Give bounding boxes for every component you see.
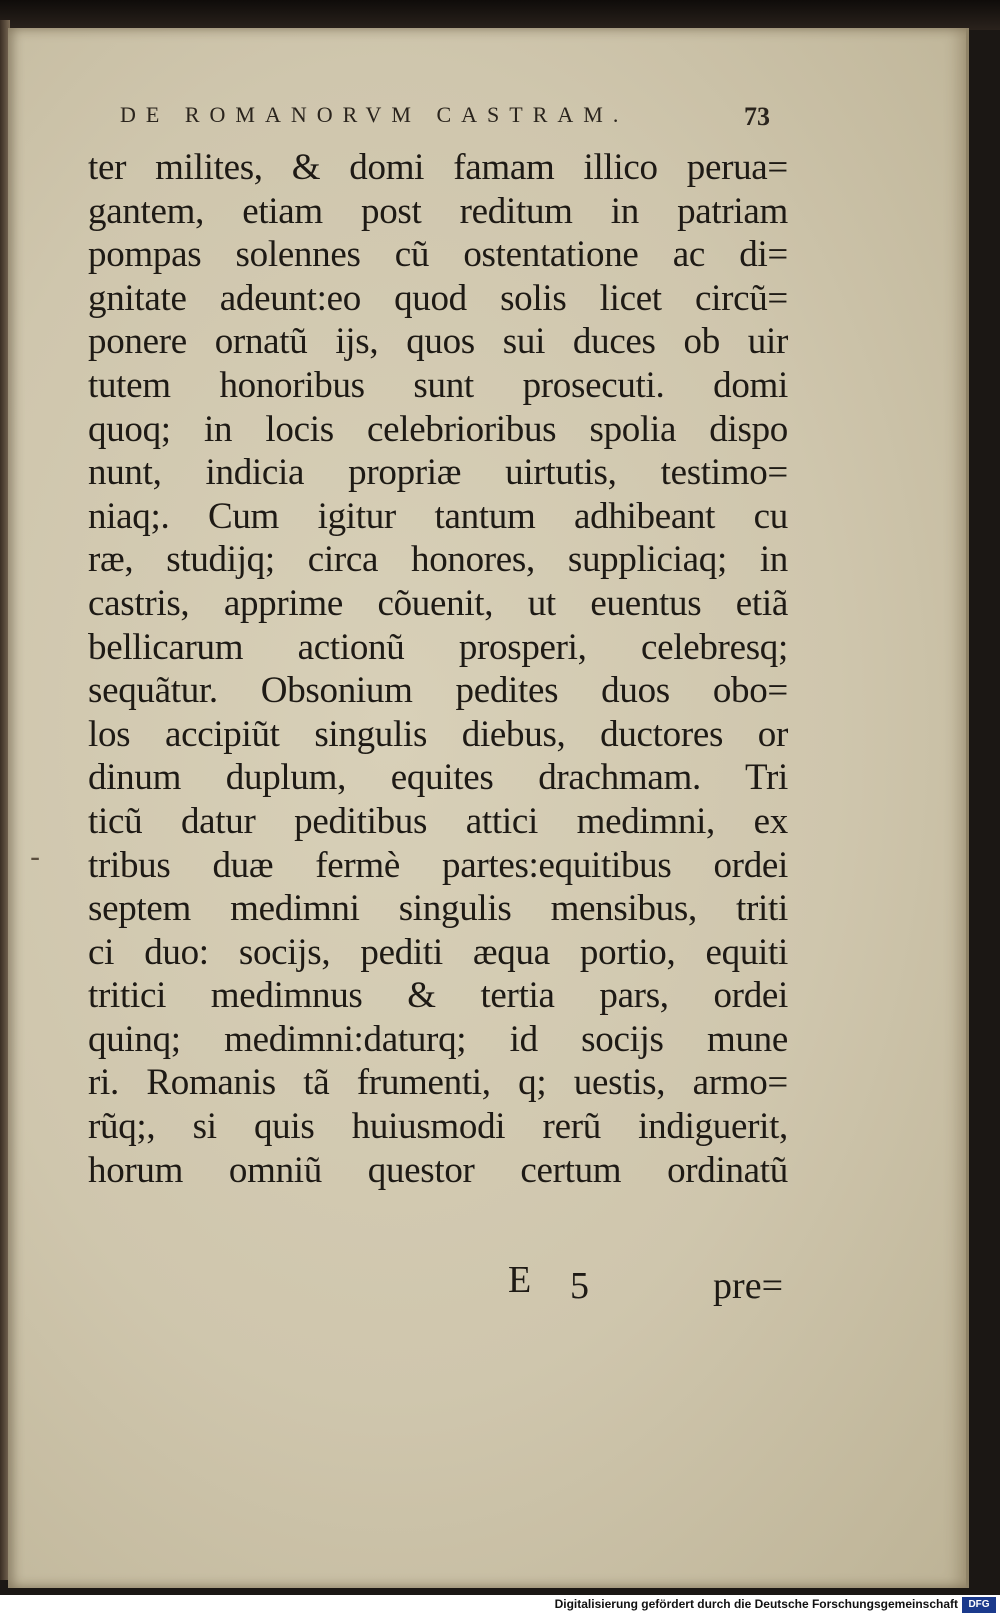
book-page (8, 28, 969, 1588)
text-line: horum omniũ questor certum ordinatũ (88, 1149, 788, 1191)
text-line: sequãtur. Obsonium pedites duos obo= (88, 670, 788, 712)
text-line: los accipiũt singulis diebus, ductores or (88, 713, 788, 755)
text-line: tritici medimnus & tertia pars, ordei (88, 975, 788, 1017)
text-line: pompas solennes cũ ostentatione ac di= (88, 234, 788, 276)
text-line: ticũ datur peditibus attici medimni, ex (88, 800, 788, 842)
dfg-logo-icon: DFG (962, 1597, 996, 1613)
text-line: rũq;, si quis huiusmodi rerũ indiguerit, (88, 1106, 788, 1148)
margin-mark: - (30, 840, 41, 875)
text-line: tribus duæ fermè partes:equitibus ordei (88, 844, 788, 886)
text-line: gnitate adeunt:eo quod solis licet circũ= (88, 277, 788, 319)
signature-mark: E (508, 1259, 532, 1301)
text-line: gantem, etiam post reditum in patriam (88, 190, 788, 232)
footer-bar (0, 1595, 1000, 1617)
scan-background (0, 0, 1000, 30)
signature-number: 5 (570, 1265, 589, 1307)
funding-credit: Digitalisierung gefördert durch die Deutsche Forschungsgemeinschaft (554, 1597, 958, 1611)
text-line: ponere ornatũ ijs, quos sui duces ob uir (88, 321, 788, 363)
text-line: ter milites, & domi famam illico perua= (88, 147, 788, 188)
text-line: ci duo: socijs, pediti æqua portio, equiti (88, 931, 788, 973)
running-head-title: DE ROMANORVM CASTRAM. (120, 102, 629, 127)
text-line: tutem honoribus sunt prosecuti. domi (88, 364, 788, 406)
text-line: septem medimni singulis mensibus, triti (88, 888, 788, 930)
text-line: dinum duplum, equites drachmam. Tri (88, 757, 788, 799)
text-line: quoq; in locis celebrioribus spolia dispo (88, 408, 788, 450)
text-line: ri. Romanis tã frumenti, q; uestis, armo= (88, 1062, 788, 1104)
page-number: 73 (744, 102, 770, 131)
catchword: pre= (713, 1265, 783, 1307)
text-line: ræ, studijq; circa honores, suppliciaq; in (88, 539, 788, 581)
catchline (508, 1258, 783, 1308)
text-line: quinq; medimni:daturq; id socijs mune (88, 1018, 788, 1060)
text-line: bellicarum actionũ prosperi, celebresq; (88, 626, 788, 668)
body-text (88, 146, 788, 1192)
text-line: castris, apprime cõuenit, ut euentus etiã (88, 582, 788, 624)
running-head (120, 102, 770, 138)
text-line: nunt, indicia propriæ uirtutis, testimo= (88, 452, 788, 494)
text-line: niaq;. Cum igitur tantum adhibeant cu (88, 495, 788, 537)
